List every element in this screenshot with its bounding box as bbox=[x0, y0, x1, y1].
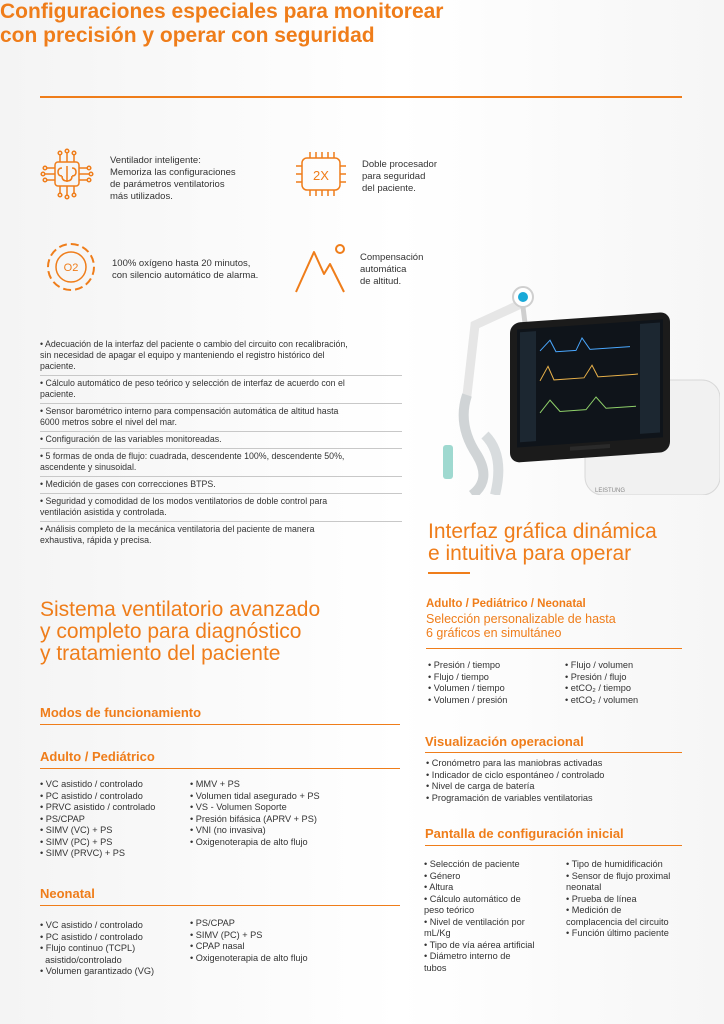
feature-smart-line: de parámetros ventilatorios bbox=[110, 179, 225, 190]
list-item: • Volumen / presión bbox=[428, 694, 508, 705]
list-item: • CPAP nasal bbox=[190, 941, 245, 951]
graphs-left-list bbox=[428, 660, 507, 706]
list-item: • Cronómetro para las maniobras activadas bbox=[426, 758, 603, 768]
feature-dual-line: del paciente. bbox=[362, 183, 416, 194]
patients-subtitle-line: 6 gráficos en simultáneo bbox=[426, 626, 562, 640]
list-item-line: paciente. bbox=[40, 389, 76, 399]
interface-heading bbox=[428, 521, 657, 565]
list-item bbox=[40, 494, 402, 522]
processor-chip-icon bbox=[292, 146, 350, 204]
adult-divider bbox=[40, 768, 400, 769]
list-item: • Volumen tidal asegurado + PS bbox=[190, 790, 320, 801]
adult-title: Adulto / Pediátrico bbox=[40, 749, 155, 764]
o2-badge: O2 bbox=[63, 262, 79, 274]
config-right-list bbox=[566, 859, 670, 940]
title-line-1: Configuraciones especiales para monitorear bbox=[0, 0, 444, 23]
visual-title: Visualización operacional bbox=[425, 734, 584, 749]
list-item bbox=[40, 522, 402, 549]
list-item-line: • Sensor barométrico interno para compensación automática de altitud hasta bbox=[40, 406, 339, 416]
list-item: • Presión / tiempo bbox=[428, 660, 501, 670]
oxygen-icon bbox=[42, 238, 100, 296]
list-item: • Función último paciente bbox=[566, 928, 669, 938]
list-item: • Oxigenoterapia de alto flujo bbox=[190, 952, 308, 963]
feature-bullet-list bbox=[40, 337, 402, 549]
list-item: • Nivel de carga de batería bbox=[426, 781, 535, 791]
visual-list bbox=[426, 758, 604, 804]
feature-dual-text bbox=[362, 159, 437, 195]
system-heading bbox=[40, 599, 320, 665]
list-item: • VNI (no invasiva) bbox=[190, 825, 266, 835]
visual-divider bbox=[425, 752, 682, 753]
list-item: asistido/controlado bbox=[40, 954, 122, 965]
feature-dual-line: Doble procesador bbox=[362, 159, 437, 170]
interface-heading-accent bbox=[428, 572, 470, 574]
list-item: • Selección de paciente bbox=[424, 859, 520, 869]
list-item: • Volumen / tiempo bbox=[428, 683, 505, 693]
list-item: • Género bbox=[424, 870, 461, 881]
list-item: • PRVC asistido / controlado bbox=[40, 802, 156, 812]
feature-smart-line: más utilizados. bbox=[110, 191, 173, 202]
list-item: • SIMV (PRVC) + PS bbox=[40, 848, 125, 858]
feature-smart-line: Memoriza las configuraciones bbox=[110, 167, 236, 178]
list-item: • Altura bbox=[424, 882, 454, 892]
config-title: Pantalla de configuración inicial bbox=[425, 826, 624, 841]
feature-altitude-line: de altitud. bbox=[360, 276, 402, 287]
page-title bbox=[0, 0, 640, 48]
feature-oxygen-line: 100% oxígeno hasta 20 minutos, bbox=[112, 258, 251, 269]
list-item-line: paciente. bbox=[40, 361, 76, 371]
patients-title: Adulto / Pediátrico / Neonatal bbox=[426, 598, 586, 610]
list-item bbox=[40, 376, 402, 404]
config-left-list bbox=[424, 859, 534, 974]
modes-title: Modos de funcionamiento bbox=[40, 705, 202, 720]
list-item-line: • Seguridad y comodidad de los modos ventilatorios de doble control para bbox=[40, 496, 328, 506]
feature-altitude-line: Compensación bbox=[360, 252, 424, 263]
list-item-line: • Cálculo automático de peso teórico y selección de interfaz de acuerdo con el bbox=[40, 378, 345, 388]
list-item: • Volumen garantizado (VG) bbox=[40, 966, 155, 976]
list-item: • SIMV (VC) + PS bbox=[40, 825, 113, 835]
title-divider bbox=[40, 96, 682, 98]
list-item: • Medición de bbox=[566, 905, 622, 915]
list-item: neonatal bbox=[566, 882, 602, 892]
list-item: • MMV + PS bbox=[190, 779, 240, 789]
system-heading-line: y tratamiento del paciente bbox=[40, 642, 281, 665]
list-item: • Oxigenoterapia de alto flujo bbox=[190, 836, 308, 847]
list-item: tubos bbox=[424, 962, 447, 973]
list-item: • Prueba de línea bbox=[566, 893, 637, 904]
list-item-line: ascendente y sinusoidal. bbox=[40, 462, 137, 472]
list-item: peso teórico bbox=[424, 905, 475, 915]
patients-divider bbox=[426, 648, 682, 649]
list-item-line: exhaustiva, rápida y precisa. bbox=[40, 535, 152, 545]
list-item: • PS/CPAP bbox=[190, 918, 235, 928]
list-item: • Nivel de ventilación por bbox=[424, 916, 525, 927]
list-item: • VC asistido / controlado bbox=[40, 920, 143, 930]
list-item: mL/Kg bbox=[424, 928, 451, 938]
config-divider bbox=[425, 845, 682, 846]
list-item: • Presión bifásica (APRV + PS) bbox=[190, 813, 317, 824]
feature-smart-line: Ventilador inteligente: bbox=[110, 155, 201, 166]
list-item: • Cálculo automático de bbox=[424, 893, 521, 904]
graphs-right-list bbox=[565, 660, 638, 706]
mountain-altitude-icon bbox=[292, 238, 350, 296]
dual-badge: 2X bbox=[313, 168, 329, 183]
title-line-2: con precisión y operar con seguridad bbox=[0, 24, 375, 47]
list-item: • PC asistido / controlado bbox=[40, 931, 143, 942]
list-item: • SIMV (PC) + PS bbox=[40, 836, 113, 847]
brain-chip-icon bbox=[38, 145, 96, 203]
feature-oxygen-text bbox=[112, 258, 258, 282]
system-heading-line: y completo para diagnóstico bbox=[40, 620, 302, 643]
list-item-line: • 5 formas de onda de flujo: cuadrada, descendente 100%, descendente 50%, bbox=[40, 451, 345, 461]
list-item: • Flujo continuo (TCPL) bbox=[40, 943, 136, 953]
system-heading-line: Sistema ventilatorio avanzado bbox=[40, 598, 321, 621]
ventilator-device-image bbox=[425, 285, 720, 495]
neonatal-right-list bbox=[190, 918, 308, 964]
neonatal-left-list bbox=[40, 920, 154, 978]
list-item: • etCO₂ / tiempo bbox=[565, 683, 632, 693]
list-item: • Presión / flujo bbox=[565, 671, 627, 682]
adult-left-list bbox=[40, 779, 155, 860]
patients-subtitle-line: Selección personalizable de hasta bbox=[426, 612, 616, 626]
list-item-line: 6000 metros sobre el nivel del mar. bbox=[40, 417, 177, 427]
list-item: • Tipo de humidificación bbox=[566, 859, 663, 869]
list-item bbox=[40, 449, 402, 477]
list-item: • etCO₂ / volumen bbox=[565, 694, 639, 705]
patients-subtitle bbox=[426, 612, 616, 640]
feature-altitude-line: automática bbox=[360, 264, 407, 275]
list-item: • Indicador de ciclo espontáneo / controlado bbox=[426, 769, 605, 780]
feature-dual-line: para seguridad bbox=[362, 171, 426, 182]
list-item: • VS - Volumen Soporte bbox=[190, 802, 287, 812]
interface-heading-line: e intuitiva para operar bbox=[428, 542, 632, 565]
interface-heading-line: Interfaz gráfica dinámica bbox=[428, 520, 657, 543]
list-item: • Programación de variables ventilatorias bbox=[426, 792, 593, 803]
list-item bbox=[40, 477, 402, 494]
list-item: • Sensor de flujo proximal bbox=[566, 870, 671, 881]
neonatal-title: Neonatal bbox=[40, 886, 95, 901]
list-item: • Diámetro interno de bbox=[424, 951, 511, 961]
list-item-line: • Configuración de las variables monitoreadas. bbox=[40, 434, 222, 444]
list-item: • Tipo de vía aérea artificial bbox=[424, 939, 535, 950]
list-item-line: • Medición de gases con correcciones BTPS. bbox=[40, 479, 216, 489]
list-item-line: • Análisis completo de la mecánica ventilatoria del paciente de manera bbox=[40, 524, 315, 534]
list-item-line: ventilación asistida y controlada. bbox=[40, 507, 167, 517]
list-item bbox=[40, 404, 402, 432]
feature-altitude-text bbox=[360, 252, 423, 288]
list-item: • Flujo / tiempo bbox=[428, 671, 489, 682]
device-brand: LEISTUNG bbox=[595, 488, 626, 494]
list-item: complacencia del circuito bbox=[566, 916, 669, 927]
list-item: • SIMV (PC) + PS bbox=[190, 929, 263, 940]
list-item bbox=[40, 432, 402, 449]
feature-smart-text bbox=[110, 155, 236, 203]
list-item bbox=[40, 337, 402, 376]
list-item-line: • Adecuación de la interfaz del paciente o cambio del circuito con recalibración, bbox=[40, 339, 348, 349]
neonatal-divider bbox=[40, 905, 400, 906]
list-item: • Flujo / volumen bbox=[565, 660, 634, 670]
list-item: • VC asistido / controlado bbox=[40, 779, 143, 789]
modes-divider bbox=[40, 724, 400, 725]
list-item: • PS/CPAP bbox=[40, 813, 85, 824]
adult-right-list bbox=[190, 779, 320, 848]
list-item-line: sin necesidad de apagar el equipo y manteniendo el registro histórico del bbox=[40, 350, 325, 360]
feature-oxygen-line: con silencio automático de alarma. bbox=[112, 270, 259, 281]
list-item: • PC asistido / controlado bbox=[40, 790, 143, 801]
